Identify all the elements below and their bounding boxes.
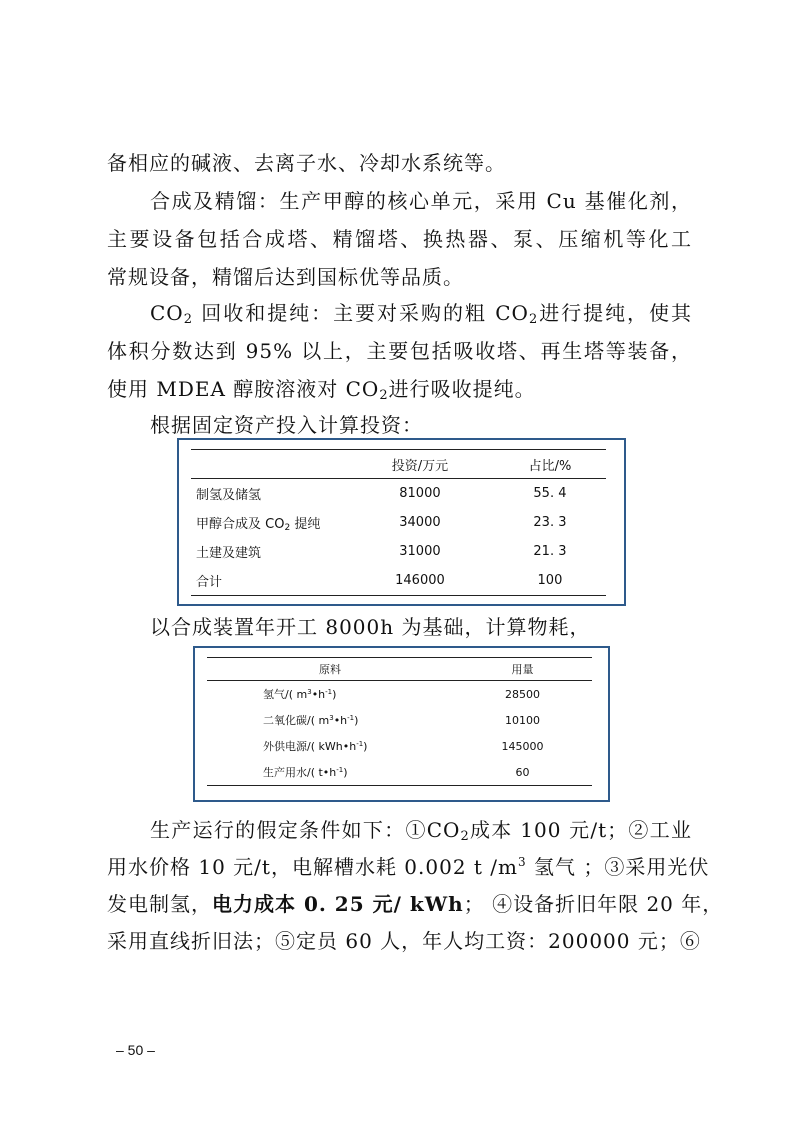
table-row: [191, 537, 606, 566]
table-cell: 31000: [399, 544, 441, 559]
page-number: – 50 –: [116, 1042, 155, 1058]
assumptions-paragraph-line-2: 用水价格 10 元/t，电解槽水耗 0.002 t $/m^3$ 氢气 ；③采用光伏: [107, 855, 710, 879]
investment-table: [191, 449, 606, 596]
consumption-table-box: [193, 646, 610, 802]
table-header-row: [191, 450, 606, 479]
table-cell: 28500: [505, 687, 540, 701]
table-header-cell: 原料: [207, 658, 453, 681]
table-cell: 23. 3: [533, 515, 567, 530]
table-cell: 外供电源/( $kWh•h^{-1}$): [263, 740, 368, 753]
table-header-cell: 占比/%: [494, 450, 606, 479]
table-row: [207, 707, 592, 733]
table-row: [207, 759, 592, 786]
synthesis-paragraph-line-1: 合成及精馏：生产甲醇的核心单元，采用 Cu 基催化剂，: [150, 189, 692, 213]
table-row: [191, 508, 606, 537]
table-cell: 氢气/( $m^3•h^{-1}$): [263, 688, 337, 701]
table-cell: 甲醇合成及 $CO_2$ 提纯: [196, 517, 321, 533]
co2-paragraph-line-2: 体积分数达到 95% 以上，主要包括吸收塔、再生塔等装备，: [107, 339, 692, 363]
assumptions-paragraph-line-1: 生产运行的假定条件如下：$①CO_2$成本 100 元/t；②工业: [150, 818, 692, 844]
table-cell: 21. 3: [533, 544, 567, 559]
table-row: [191, 479, 606, 509]
table-header-row: [207, 658, 592, 681]
table-cell: 60: [453, 759, 592, 786]
table-cell: 制氢及储氢: [196, 488, 262, 503]
table-cell: 146000: [346, 566, 494, 596]
table-cell: 10100: [505, 713, 540, 727]
table-header-cell: [191, 450, 346, 479]
table-cell: 生产用水/( $t•h^{-1}$): [207, 759, 453, 786]
table-row: [191, 566, 606, 596]
table-row: [207, 681, 592, 708]
consumption-table: [207, 657, 592, 786]
table-header-cell: 用量: [453, 658, 592, 681]
assumptions-paragraph-line-3: 发电制氢，电力成本 0. 25 元/ kWh； ④设备折旧年限 20 年，: [107, 892, 724, 916]
synthesis-paragraph-line-2: 主要设备包括合成塔、精馏塔、换热器、泵、压缩机等化工: [107, 227, 692, 251]
table-cell: 55. 4: [533, 486, 567, 501]
table-cell: 81000: [399, 486, 441, 501]
table-cell: 100: [494, 566, 606, 596]
table-cell: 合计: [191, 566, 346, 596]
table-cell: 34000: [399, 515, 441, 530]
co2-paragraph-line-1: $CO_2$ 回收和提纯：主要对采购的粗 $CO_2$进行提纯，使其: [150, 301, 692, 327]
table-cell: 二氧化碳/( $m^3•h^{-1}$): [263, 714, 359, 727]
investment-intro: 根据固定资产投入计算投资：: [150, 413, 423, 437]
body-text-line: 备相应的碱液、去离子水、冷却水系统等。: [107, 151, 506, 175]
investment-table-box: [177, 438, 626, 606]
table-cell: 145000: [501, 739, 544, 753]
table-row: [207, 733, 592, 759]
table-header-cell: 投资/万元: [346, 450, 494, 479]
assumptions-paragraph-line-4: 采用直线折旧法；⑤定员 60 人，年人均工资：200000 元；⑥: [107, 929, 701, 953]
consumption-intro: 以合成装置年开工 8000h 为基础，计算物耗，: [150, 615, 591, 639]
co2-paragraph-line-3: 使用 MDEA 醇胺溶液对 $CO_2$进行吸收提纯。: [107, 377, 536, 403]
table-cell: 土建及建筑: [196, 546, 262, 561]
synthesis-paragraph-line-3: 常规设备，精馏后达到国标优等品质。: [107, 265, 464, 289]
